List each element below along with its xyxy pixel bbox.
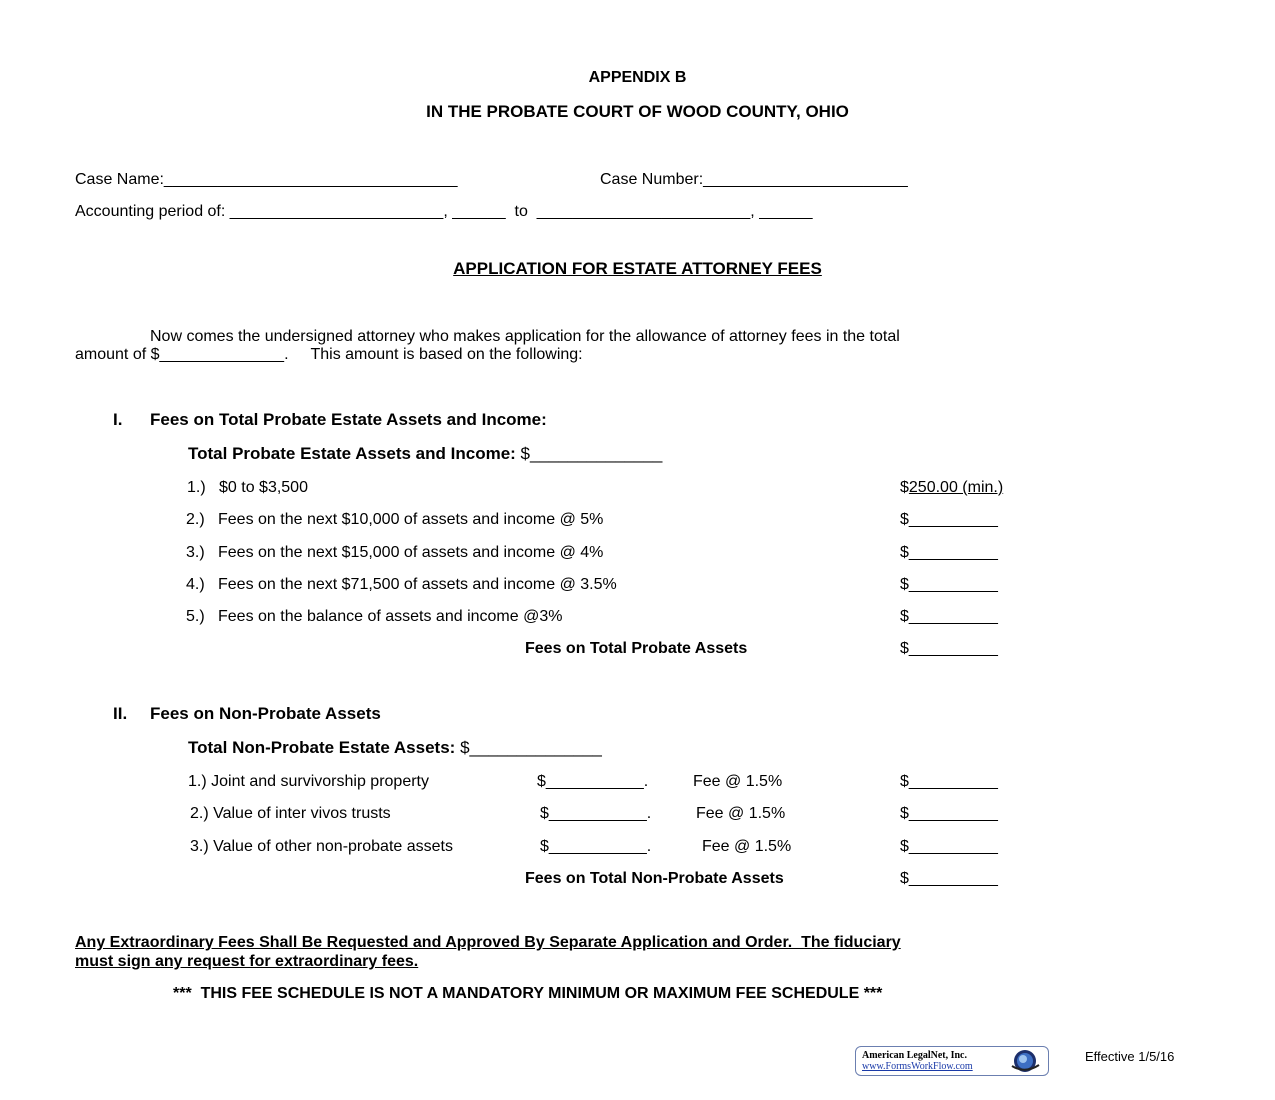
section-2-heading: Fees on Non-Probate Assets <box>150 704 381 723</box>
fee-blank[interactable]: __________ <box>908 544 998 561</box>
american-legalnet-logo[interactable] <box>855 1046 1049 1076</box>
case-name-field[interactable]: Case Name:_________________________________ <box>75 171 458 188</box>
section-2-total-label: Total Non-Probate Estate Assets: <box>188 738 461 757</box>
intro-line-1: Now comes the undersigned attorney who makes application for the allowance of attorney fees in the total <box>150 328 900 345</box>
probate-subtotal-value[interactable]: $__________ <box>900 640 998 657</box>
globe-icon <box>1006 1048 1044 1074</box>
nonprobate-subtotal-label: Fees on Total Non-Probate Assets <box>525 870 784 887</box>
appendix-title: APPENDIX B <box>588 69 687 86</box>
nonprobate-row-value[interactable]: $__________ <box>900 805 998 822</box>
dollar-sign: $ <box>900 479 909 496</box>
fee-blank[interactable]: __________ <box>908 576 998 593</box>
nonprobate-row-fee: Fee @ 1.5% <box>696 805 786 822</box>
fee-blank[interactable]: __________ <box>908 511 998 528</box>
fee-row-value[interactable] <box>900 511 998 529</box>
extraordinary-fees-notice-1: Any Extraordinary Fees Shall Be Requested and Approved By Separate Application and Order. The fiduciary <box>75 934 901 951</box>
section-1-numeral: I. <box>113 410 123 429</box>
nonprobate-row-amount[interactable]: $___________. <box>540 805 652 822</box>
dollar-sign: $ <box>900 511 909 528</box>
case-number-field[interactable]: Case Number:_______________________ <box>600 171 908 188</box>
fee-schedule-disclaimer: *** THIS FEE SCHEDULE IS NOT A MANDATORY MINIMUM OR MAXIMUM FEE SCHEDULE *** <box>173 985 883 1002</box>
fee-row-label: 3.) Fees on the next $15,000 of assets and income @ 4% <box>186 544 604 561</box>
extraordinary-fees-notice-2: must sign any request for extraordinary fees. <box>75 953 419 970</box>
nonprobate-row-fee: Fee @ 1.5% <box>693 773 783 790</box>
intro-line-2[interactable]: amount of $______________. This amount is based on the following: <box>75 346 583 363</box>
nonprobate-row-amount[interactable]: $___________. <box>540 838 652 855</box>
fee-row-label: 5.) Fees on the balance of assets and income @3% <box>186 608 563 625</box>
court-title: IN THE PROBATE COURT OF WOOD COUNTY, OHIO <box>426 102 849 121</box>
nonprobate-row-fee: Fee @ 1.5% <box>702 838 792 855</box>
nonprobate-row-label: 2.) Value of inter vivos trusts <box>190 805 391 822</box>
dollar-sign: $ <box>900 576 909 593</box>
fee-blank[interactable]: __________ <box>908 608 998 625</box>
section-1-heading: Fees on Total Probate Estate Assets and Income: <box>150 410 547 429</box>
section-1-total[interactable] <box>188 445 662 463</box>
section-2-numeral: II. <box>113 704 128 723</box>
nonprobate-row-value[interactable]: $__________ <box>900 773 998 790</box>
page-title: APPLICATION FOR ESTATE ATTORNEY FEES <box>453 259 822 278</box>
section-2-total-blank[interactable]: $______________ <box>460 738 602 757</box>
logo-company-name: American LegalNet, Inc. <box>862 1050 967 1061</box>
fee-row-label: 1.) $0 to $3,500 <box>187 479 308 496</box>
logo-website-link[interactable]: www.FormsWorkFlow.com <box>862 1061 973 1072</box>
dollar-sign: $ <box>900 608 909 625</box>
section-1-total-label: Total Probate Estate Assets and Income: <box>188 444 521 463</box>
nonprobate-row-label: 3.) Value of other non-probate assets <box>190 838 453 855</box>
accounting-period-field[interactable]: Accounting period of: ________________________, ______ to ________________________, ______ <box>75 203 813 220</box>
fee-row-label: 4.) Fees on the next $71,500 of assets and income @ 3.5% <box>186 576 617 593</box>
section-2-total[interactable] <box>188 739 602 757</box>
fee-row-value[interactable] <box>900 608 998 626</box>
nonprobate-row-value[interactable]: $__________ <box>900 838 998 855</box>
section-1-total-blank[interactable]: $______________ <box>520 444 663 463</box>
fee-row-value[interactable] <box>900 544 998 562</box>
nonprobate-subtotal-value[interactable]: $__________ <box>900 870 998 887</box>
nonprobate-row-amount[interactable]: $___________. <box>537 773 649 790</box>
dollar-sign: $ <box>900 544 909 561</box>
nonprobate-row-label: 1.) Joint and survivorship property <box>188 773 429 790</box>
min-fee-value: 250.00 (min.) <box>908 479 1004 496</box>
fee-row-label: 2.) Fees on the next $10,000 of assets and income @ 5% <box>186 511 604 528</box>
fee-row-value <box>900 479 1003 497</box>
fee-row-value[interactable] <box>900 576 998 594</box>
effective-date: Effective 1/5/16 <box>1085 1049 1175 1064</box>
probate-subtotal-label: Fees on Total Probate Assets <box>525 640 748 657</box>
